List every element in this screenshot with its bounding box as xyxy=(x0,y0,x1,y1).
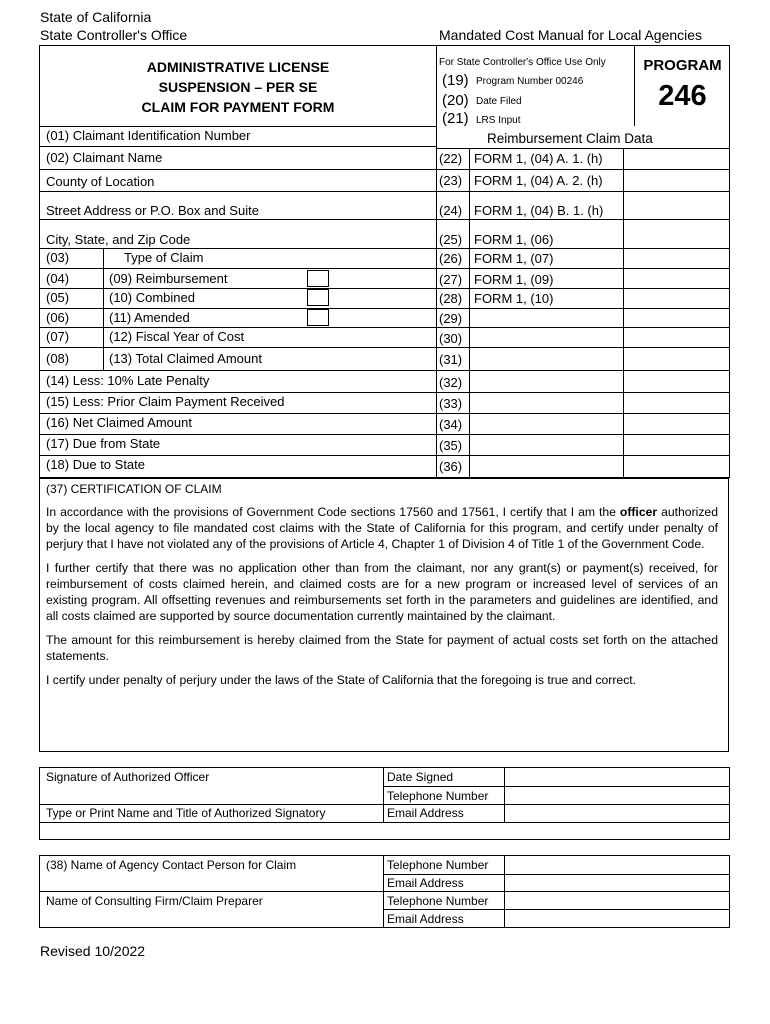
manual-label: Mandated Cost Manual for Local Agencies xyxy=(439,27,703,43)
program-number: 246 xyxy=(658,80,707,112)
certification-paragraph-2: I further certify that there was no application other than from the claimant, nor any grant(s) or payment(s) received, for reimbursement of costs claimed herein, and claimed costs are for a new program or increased level of services of an existing program. All offsetting revenues and reimbursements set forth in the parameters and guidelines are identified, and all costs claimed are supported by source documentation currently maintained by the claimant. xyxy=(46,561,718,623)
right-row-28-num: (28) xyxy=(439,291,463,306)
signature-label: Signature of Authorized Officer xyxy=(46,770,210,784)
late-penalty-label: (14) Less: 10% Late Penalty xyxy=(46,373,210,388)
right-row-25-label: FORM 1, (06) xyxy=(474,232,554,247)
right-row-35-num: (35) xyxy=(439,438,463,453)
claim-row-05-num: (05) xyxy=(46,290,70,305)
prior-payment-label: (15) Less: Prior Claim Payment Received xyxy=(46,394,285,409)
claim-row-08-num: (08) xyxy=(46,351,70,366)
reimbursement-checkbox[interactable] xyxy=(307,270,329,287)
sco-21-label: LRS Input xyxy=(476,115,521,126)
right-row-27-num: (27) xyxy=(439,272,463,287)
city-label: City, State, and Zip Code xyxy=(46,232,191,247)
office-label: State Controller's Office xyxy=(40,27,188,43)
claimant-id-label: (01) Claimant Identification Number xyxy=(46,128,251,143)
contact-telephone-field[interactable] xyxy=(505,856,729,873)
form-title-line3: CLAIM FOR PAYMENT FORM xyxy=(141,99,335,115)
claim-row-03-num: (03) xyxy=(46,250,70,265)
sco-use-label: For State Controller's Office Use Only xyxy=(439,57,606,68)
claim-row-06-num: (06) xyxy=(46,310,70,325)
right-row-24-num: (24) xyxy=(439,203,463,218)
signatory-telephone-field[interactable] xyxy=(505,787,729,803)
signatory-email-field[interactable] xyxy=(505,805,729,821)
date-signed-field[interactable] xyxy=(505,768,729,785)
form-title-line2: SUSPENSION – PER SE xyxy=(158,79,318,95)
certification-paragraph-3: The amount for this reimbursement is hereby claimed from the State for payment of actual costs set forth on the attached statements. xyxy=(46,633,718,663)
certification-paragraph-1: In accordance with the provisions of Government Code sections 17560 and 17561, I certify that I am the officer authorized by the local agency to file mandated cost claims with the State of California for this program, and certify under penalty of perjury that I have not violated any of the provisions of Article 4, Chapter 1 of Division 4 of Title 1 of the Government Code. xyxy=(46,505,718,551)
right-row-26-label: FORM 1, (07) xyxy=(474,251,554,266)
right-row-31-num: (31) xyxy=(439,352,463,367)
certification-paragraph-4: I certify under penalty of perjury under the laws of the State of California that the foregoing is true and correct. xyxy=(46,673,637,687)
sco-19-num: (19) xyxy=(442,72,469,89)
right-row-25-num: (25) xyxy=(439,232,463,247)
right-row-33-num: (33) xyxy=(439,396,463,411)
firm-email-label: Email Address xyxy=(387,912,464,926)
signatory-name-label: Type or Print Name and Title of Authorized Signatory xyxy=(46,806,326,820)
right-row-27-label: FORM 1, (09) xyxy=(474,272,554,287)
date-signed-label: Date Signed xyxy=(387,770,454,784)
firm-telephone-label: Telephone Number xyxy=(387,894,489,908)
right-row-23-num: (23) xyxy=(439,173,463,188)
right-row-22-label: FORM 1, (04) A. 1. (h) xyxy=(474,151,603,166)
sco-20-num: (20) xyxy=(442,92,469,109)
claim-row-08-label: (13) Total Claimed Amount xyxy=(109,351,262,366)
firm-telephone-field[interactable] xyxy=(505,892,729,908)
claim-row-04-label: (09) Reimbursement xyxy=(109,271,228,286)
right-row-24-label: FORM 1, (04) B. 1. (h) xyxy=(474,203,604,218)
right-row-32-num: (32) xyxy=(439,375,463,390)
right-row-30-num: (30) xyxy=(439,331,463,346)
due-from-state-label: (17) Due from State xyxy=(46,436,161,451)
amended-checkbox[interactable] xyxy=(307,309,329,326)
sco-19-label: Program Number 00246 xyxy=(476,76,584,87)
claim-row-03-label: Type of Claim xyxy=(124,250,204,265)
reimbursement-header: Reimbursement Claim Data xyxy=(487,131,653,146)
contact-telephone-label: Telephone Number xyxy=(387,858,489,872)
due-to-state-label: (18) Due to State xyxy=(46,457,145,472)
combined-checkbox[interactable] xyxy=(307,289,329,306)
claimant-name-label: (02) Claimant Name xyxy=(46,150,163,165)
signatory-telephone-label: Telephone Number xyxy=(387,789,489,803)
program-label: PROGRAM xyxy=(643,57,722,74)
right-row-22-num: (22) xyxy=(439,151,463,166)
claim-row-04-num: (04) xyxy=(46,271,70,286)
claim-row-05-label: (10) Combined xyxy=(109,290,195,305)
consulting-firm-label: Name of Consulting Firm/Claim Preparer xyxy=(46,894,263,908)
agency-contact-label: (38) Name of Agency Contact Person for Claim xyxy=(46,858,297,872)
street-label: Street Address or P.O. Box and Suite xyxy=(46,203,259,218)
right-row-28-label: FORM 1, (10) xyxy=(474,291,554,306)
sco-20-label: Date Filed xyxy=(476,96,522,107)
contact-email-label: Email Address xyxy=(387,876,464,890)
signatory-email-label: Email Address xyxy=(387,806,464,820)
state-label: State of California xyxy=(40,9,152,25)
signatory-name-field[interactable] xyxy=(40,823,729,839)
contact-email-field[interactable] xyxy=(505,875,729,890)
right-row-34-num: (34) xyxy=(439,417,463,432)
firm-email-field[interactable] xyxy=(505,910,729,927)
claim-row-07-num: (07) xyxy=(46,329,70,344)
sco-21-num: (21) xyxy=(442,110,469,127)
signature-field[interactable] xyxy=(40,768,382,803)
net-claimed-label: (16) Net Claimed Amount xyxy=(46,415,192,430)
right-row-29-num: (29) xyxy=(439,311,463,326)
claim-row-06-label: (11) Amended xyxy=(109,310,190,325)
county-label: County of Location xyxy=(46,174,155,189)
certification-title: (37) CERTIFICATION OF CLAIM xyxy=(46,482,222,496)
certification-text xyxy=(46,504,718,696)
right-row-26-num: (26) xyxy=(439,251,463,266)
revised-label: Revised 10/2022 xyxy=(40,943,146,959)
right-row-23-label: FORM 1, (04) A. 2. (h) xyxy=(474,173,603,188)
claim-row-07-label: (12) Fiscal Year of Cost xyxy=(109,329,245,344)
form-title-line1: ADMINISTRATIVE LICENSE xyxy=(146,59,330,75)
right-row-36-num: (36) xyxy=(439,459,463,474)
